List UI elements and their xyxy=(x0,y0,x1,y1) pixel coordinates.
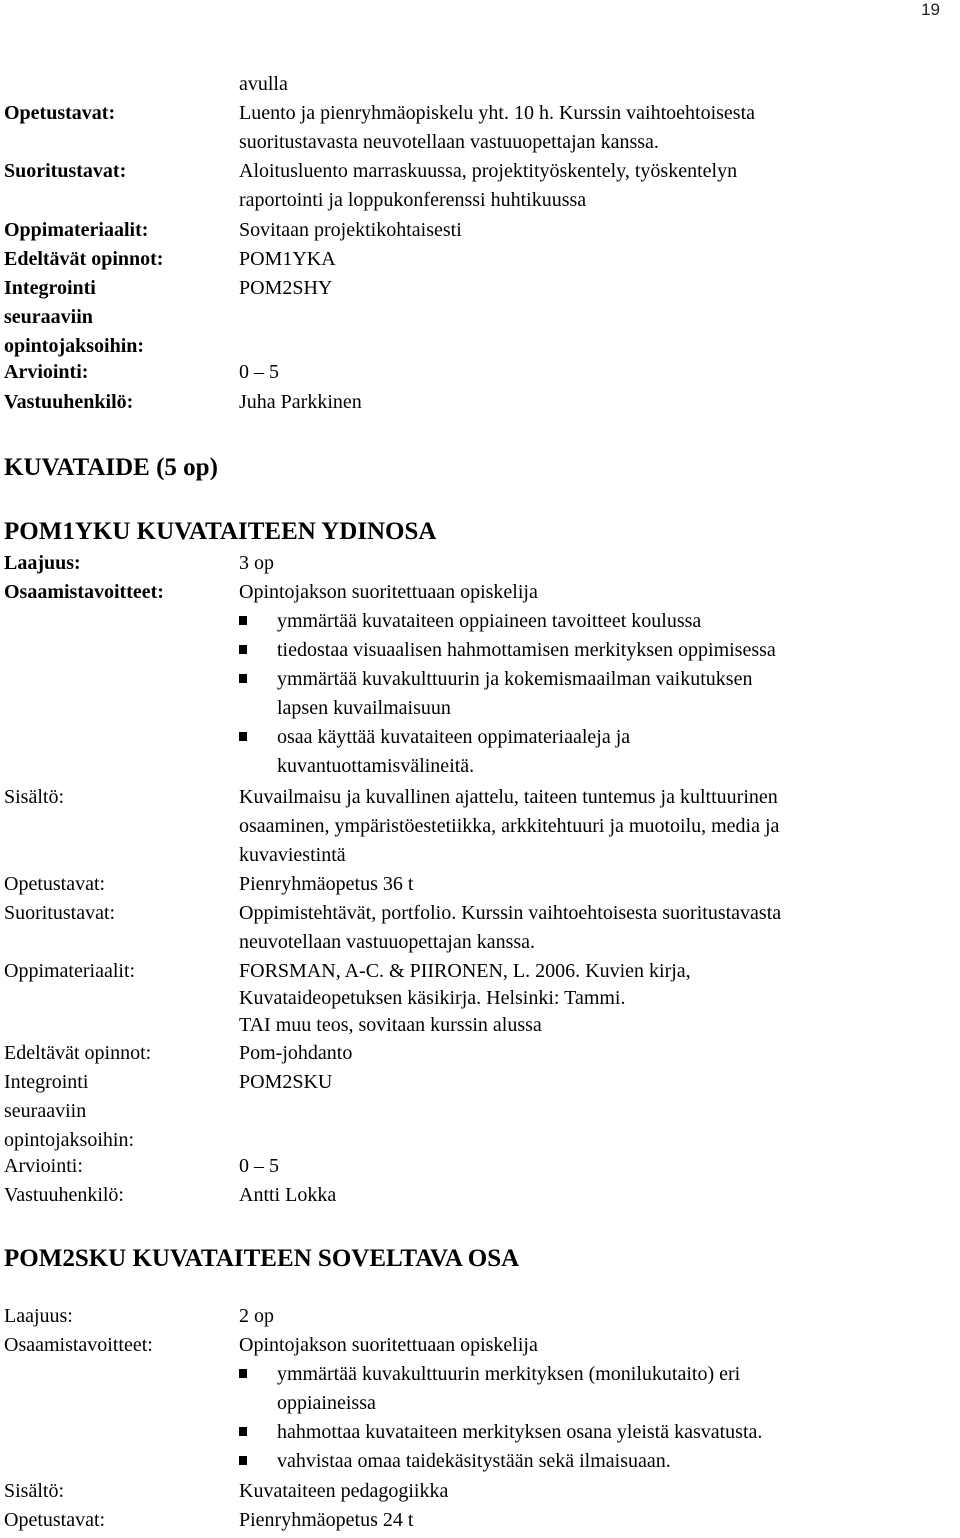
field-value: TAI muu teos, sovitaan kurssin alussa xyxy=(239,1014,542,1036)
field-continuation xyxy=(0,128,960,157)
field-value: Kuvataiteen pedagogiikka xyxy=(239,1480,449,1502)
field-continuation xyxy=(0,841,960,870)
field-label: Suoritustavat: xyxy=(4,160,127,182)
field-value: raportointi ja loppukonferenssi huhtikuussa xyxy=(239,189,587,211)
list-item-text: tiedostaa visuaalisen hahmottamisen merkityksen oppimisessa xyxy=(277,639,776,661)
field-label: Oppimateriaalit: xyxy=(4,960,136,982)
list-item-text: ymmärtää kuvataiteen oppiaineen tavoitteet koulussa xyxy=(277,610,702,632)
field-label: seuraaviin xyxy=(4,306,93,328)
field-integrointi xyxy=(0,274,960,303)
field-value: Aloitusluento marraskuussa, projektityöskentely, työskentelyn xyxy=(239,160,738,182)
list-item-text: lapsen kuvailmaisuun xyxy=(277,697,451,719)
field-label: Laajuus: xyxy=(4,1305,73,1327)
field-value: Antti Lokka xyxy=(239,1184,337,1206)
field-value: neuvotellaan vastuuopettajan kanssa. xyxy=(239,931,536,953)
course-heading: POM1YKU KUVATAITEEN YDINOSA xyxy=(4,518,437,545)
field-vastuuhenkilo xyxy=(0,1181,960,1210)
list-item xyxy=(0,607,960,636)
list-item-text: kuvantuottamisvälineitä. xyxy=(277,755,475,777)
field-continuation xyxy=(0,928,960,957)
field-value: Opintojakson suoritettuaan opiskelija xyxy=(239,1334,538,1356)
field-label: Sisältö: xyxy=(4,1480,65,1502)
list-item-text: ymmärtää kuvakulttuurin ja kokemismaailman vaikutuksen xyxy=(277,668,753,690)
field-value: 2 op xyxy=(239,1305,274,1327)
field-label: Suoritustavat: xyxy=(4,902,116,924)
field-osaamistavoitteet xyxy=(0,1331,960,1360)
field-suoritustavat xyxy=(0,157,960,186)
list-item-continuation xyxy=(0,1389,960,1418)
field-value: Luento ja pienryhmäopiskelu yht. 10 h. Kurssin vaihtoehtoisesta xyxy=(239,102,756,124)
list-item xyxy=(0,636,960,665)
field-value: Kuvailmaisu ja kuvallinen ajattelu, taiteen tuntemus ja kulttuurinen xyxy=(239,786,778,808)
field-opetustavat xyxy=(0,99,960,128)
field-value: FORSMAN, A-C. & PIIRONEN, L. 2006. Kuvien kirja, xyxy=(239,960,691,982)
field-label: opintojaksoihin: xyxy=(4,1129,134,1151)
field-laajuus xyxy=(0,1302,960,1331)
field-label: Opetustavat: xyxy=(4,102,116,124)
page-number: 19 xyxy=(921,0,940,19)
field-value: Sovitaan projektikohtaisesti xyxy=(239,219,462,241)
field-value: Juha Parkkinen xyxy=(239,391,362,413)
field-osaamistavoitteet xyxy=(0,578,960,607)
field-label: opintojaksoihin: xyxy=(4,335,145,357)
field-integrointi xyxy=(0,1068,960,1097)
field-value: Pom-johdanto xyxy=(239,1042,353,1064)
list-item-text: hahmottaa kuvataiteen merkityksen osana yleistä kasvatusta. xyxy=(277,1421,763,1443)
field-value: suoritustavasta neuvotellaan vastuuopettajan kanssa. xyxy=(239,131,659,153)
field-laajuus xyxy=(0,549,960,578)
field-continuation xyxy=(0,1011,960,1040)
field-sisalto xyxy=(0,1477,960,1506)
field-value: 0 – 5 xyxy=(239,361,279,383)
list-item xyxy=(0,1360,960,1389)
field-value: Oppimistehtävät, portfolio. Kurssin vaihtoehtoisesta suoritustavasta xyxy=(239,902,782,924)
field-label: Sisältö: xyxy=(4,786,65,808)
list-item-continuation xyxy=(0,694,960,723)
field-label: Opetustavat: xyxy=(4,1509,106,1531)
list-item xyxy=(0,1447,960,1476)
list-item xyxy=(0,723,960,752)
field-label: Integrointi xyxy=(4,1071,89,1093)
field-oppimateriaalit xyxy=(0,216,960,245)
field-value: Pienryhmäopetus 36 t xyxy=(239,873,414,895)
field-value: kuvaviestintä xyxy=(239,844,346,866)
field-label-continuation xyxy=(0,332,960,361)
field-value: POM2SHY xyxy=(239,277,333,299)
field-label: seuraaviin xyxy=(4,1100,87,1122)
field-oppimateriaalit xyxy=(0,957,960,986)
field-label: Vastuuhenkilö: xyxy=(4,1184,124,1206)
field-label-continuation xyxy=(0,1097,960,1126)
list-item-text: oppiaineissa xyxy=(277,1392,376,1414)
field-continuation xyxy=(0,984,960,1013)
course-heading: POM2SKU KUVATAITEEN SOVELTAVA OSA xyxy=(4,1245,520,1272)
field-label: Edeltävät opinnot: xyxy=(4,1042,152,1064)
field-value: 0 – 5 xyxy=(239,1155,279,1177)
section-heading: KUVATAIDE (5 op) xyxy=(4,454,218,481)
list-item-text: osaa käyttää kuvataiteen oppimateriaaleja ja xyxy=(277,726,631,748)
field-value: POM1YKA xyxy=(239,248,336,270)
field-opetustavat xyxy=(0,1506,960,1535)
field-sisalto xyxy=(0,783,960,812)
field-vastuuhenkilo xyxy=(0,388,960,417)
field-label: Edeltävät opinnot: xyxy=(4,248,164,270)
list-item-text: vahvistaa omaa taidekäsitystään sekä ilmaisuaan. xyxy=(277,1450,671,1472)
continued-text: avulla xyxy=(239,73,288,95)
field-value: 3 op xyxy=(239,552,274,574)
field-label: Oppimateriaalit: xyxy=(4,219,149,241)
field-label: Osaamistavoitteet: xyxy=(4,1334,153,1356)
field-suoritustavat xyxy=(0,899,960,928)
field-edeltavat-opinnot xyxy=(0,245,960,274)
field-label: Arviointi: xyxy=(4,361,89,383)
field-label-continuation xyxy=(0,303,960,332)
field-value: osaaminen, ympäristöestetiikka, arkkitehtuuri ja muotoilu, media ja xyxy=(239,815,780,837)
field-value: Kuvataideopetuksen käsikirja. Helsinki: Tammi. xyxy=(239,987,626,1009)
field-label: Integrointi xyxy=(4,277,96,299)
field-continuation xyxy=(0,812,960,841)
list-item xyxy=(0,1418,960,1447)
field-arviointi xyxy=(0,1152,960,1181)
field-edeltavat-opinnot xyxy=(0,1039,960,1068)
field-value: POM2SKU xyxy=(239,1071,333,1093)
field-label: Vastuuhenkilö: xyxy=(4,391,134,413)
field-value: Opintojakson suoritettuaan opiskelija xyxy=(239,581,538,603)
list-item-continuation xyxy=(0,752,960,781)
field-label: Osaamistavoitteet: xyxy=(4,581,164,603)
field-label: Opetustavat: xyxy=(4,873,106,895)
field-label-continuation xyxy=(0,1126,960,1155)
field-label: Laajuus: xyxy=(4,552,81,574)
field-arviointi xyxy=(0,358,960,387)
field-continuation xyxy=(0,186,960,215)
list-item-text: ymmärtää kuvakulttuurin merkityksen (monilukutaito) eri xyxy=(277,1363,741,1385)
continued-line xyxy=(0,70,960,99)
field-value: Pienryhmäopetus 24 t xyxy=(239,1509,414,1531)
field-label: Arviointi: xyxy=(4,1155,83,1177)
list-item xyxy=(0,665,960,694)
field-opetustavat xyxy=(0,870,960,899)
